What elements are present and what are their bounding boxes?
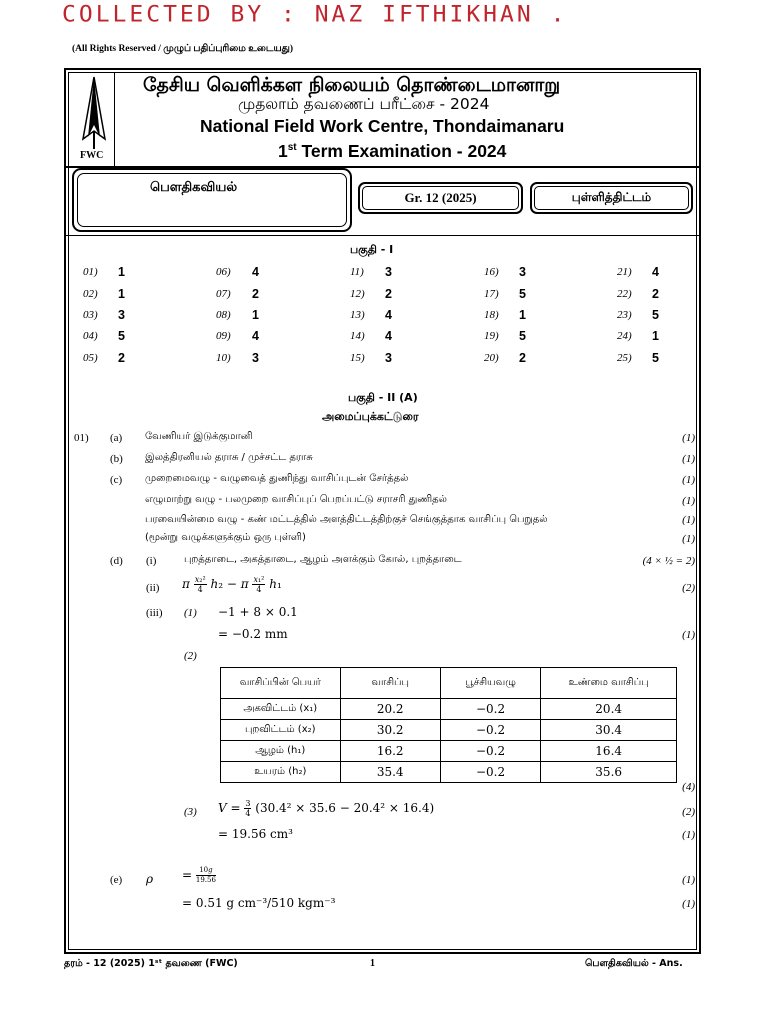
header-subtitle-english: 1st Term Examination - 2024 — [278, 141, 507, 161]
zero-error-calc: −1 + 8 × 0.1 — [218, 605, 298, 619]
table-header: உண்மை வாசிப்பு — [541, 668, 677, 699]
mark-d-i: (4 × ½ = 2) — [642, 555, 695, 567]
table-cell-zero: −0.2 — [440, 762, 541, 783]
part2-title: பகுதி - II (A) — [348, 391, 418, 404]
mcq-number: 22) — [617, 288, 632, 300]
part-d-i-label: (i) — [146, 555, 157, 567]
table-row — [221, 720, 677, 741]
table-cell-zero: −0.2 — [440, 699, 541, 720]
mcq-answer: 1 — [252, 308, 259, 322]
header-title-tamil: தேசிய வெளிக்கள நிலையம் தொண்டைமானாறு — [143, 74, 561, 96]
mcq-number: 08) — [216, 309, 231, 321]
mcq-number: 01) — [83, 266, 98, 278]
table-cell-name: உயரம் (h₂) — [221, 762, 341, 783]
table-cell-name: புறவிட்டம் (x₂) — [221, 720, 341, 741]
mcq-number: 17) — [484, 288, 499, 300]
mark: (1) — [682, 514, 695, 526]
mcq-number: 04) — [83, 330, 98, 342]
table-row — [221, 741, 677, 762]
header-subtitle-tamil: முதலாம் தவணைப் பரீட்சை - 2024 — [238, 95, 490, 113]
table-cell-name: ஆழம் (h₁) — [221, 741, 341, 762]
subject-box — [72, 168, 352, 232]
mcq-number: 09) — [216, 330, 231, 342]
part-d-i-answer: புறத்தாடை, அகத்தாடை, ஆழம் அளக்கும் கோல், புறத்தாடை — [184, 554, 462, 565]
mcq-number: 15) — [350, 352, 365, 364]
mcq-answer: 4 — [385, 308, 392, 322]
table-header: வாசிப்பு — [340, 668, 440, 699]
mcq-number: 21) — [617, 266, 632, 278]
mcq-answer: 4 — [252, 265, 259, 279]
question-number: 01) — [74, 432, 89, 444]
readings-table — [220, 667, 677, 783]
part-c-line: பரவையின்மை வழு - கண் மட்டத்தில் அளத்திட்டத்திற்குச் செங்குத்தாக வாசிப்பு பெறுதல் — [145, 514, 548, 525]
footer-left: தரம் - 12 (2025) 1ˢᵗ தவணை (FWC) — [64, 958, 238, 969]
mcq-number: 03) — [83, 309, 98, 321]
table-cell-zero: −0.2 — [440, 720, 541, 741]
mark: (1) — [682, 432, 695, 444]
part-c-label: (c) — [110, 474, 123, 486]
table-row — [221, 699, 677, 720]
grade-label: Gr. 12 (2025) — [404, 190, 477, 205]
footer-right: பௌதிகவியல் - Ans. — [585, 958, 683, 969]
subject-divider — [64, 235, 701, 236]
mcq-number: 18) — [484, 309, 499, 321]
mcq-answer: 2 — [519, 351, 526, 365]
grade-box — [358, 182, 523, 214]
mcq-number: 24) — [617, 330, 632, 342]
table-cell-true: 16.4 — [541, 741, 677, 762]
mark: (2) — [682, 806, 695, 818]
part-d-iii-3-label: (3) — [184, 806, 197, 818]
mcq-number: 20) — [484, 352, 499, 364]
table-cell-true: 20.4 — [541, 699, 677, 720]
mcq-answer: 2 — [252, 287, 259, 301]
mcq-answer: 5 — [652, 308, 659, 322]
table-cell-true: 30.4 — [541, 720, 677, 741]
mcq-answer: 1 — [118, 265, 125, 279]
part2-subtitle: அமைப்புக்கட்டுரை — [322, 410, 419, 423]
collector-watermark: COLLECTED BY : NAZ IFTHIKHAN . — [62, 2, 568, 28]
mark: (1) — [682, 453, 695, 465]
table-cell-reading: 16.2 — [340, 741, 440, 762]
mcq-answer: 3 — [519, 265, 526, 279]
mcq-answer: 1 — [118, 287, 125, 301]
mcq-answer: 2 — [652, 287, 659, 301]
mcq-number: 13) — [350, 309, 365, 321]
page-number: 1 — [370, 958, 375, 969]
volume-calc: V = $\frac{3}{4}$ (30.4² × 35.6 − 20.4² × 16.4) — [218, 799, 435, 818]
part-b-answer: இலத்திரனியல் தராசு / முச்சட்ட தராசு — [145, 452, 313, 463]
mcq-answer: 1 — [519, 308, 526, 322]
mark: (1) — [682, 874, 695, 886]
part-d-ii-label: (ii) — [146, 582, 160, 594]
mcq-number: 10) — [216, 352, 231, 364]
part-d-iii-1-label: (1) — [184, 607, 197, 619]
mcq-number: 12) — [350, 288, 365, 300]
mcq-number: 11) — [350, 266, 364, 278]
rights-notice: (All Rights Reserved / முழுப் பதிப்புரிமை உடையது) — [72, 44, 293, 54]
mark: (4) — [682, 781, 695, 793]
part1-title: பகுதி - I — [350, 243, 394, 256]
mcq-answer: 3 — [118, 308, 125, 322]
scheme-label: புள்ளித்திட்டம் — [571, 190, 652, 204]
mcq-number: 23) — [617, 309, 632, 321]
mcq-answer: 5 — [519, 329, 526, 343]
header-title-english: National Field Work Centre, Thondaimanaru — [200, 116, 565, 136]
volume-formula: π $\frac{\text{x₂²}}{4}$ h₂ − π $\frac{\text{x₁²}}{4}$ h₁ — [182, 575, 282, 594]
mcq-answer: 5 — [519, 287, 526, 301]
mark: (1) — [682, 533, 695, 545]
mark: (2) — [682, 582, 695, 594]
part-e-label: (e) — [110, 874, 123, 886]
mark: (1) — [682, 898, 695, 910]
table-cell-reading: 30.2 — [340, 720, 440, 741]
mcq-answer: 5 — [652, 351, 659, 365]
mcq-answer: 3 — [385, 265, 392, 279]
mcq-answer: 4 — [652, 265, 659, 279]
part-d-iii-label: (iii) — [146, 607, 163, 619]
mcq-answer: 5 — [118, 329, 125, 343]
density-calc: = $\frac{10g}{19.56}$ — [182, 866, 216, 884]
mark: (1) — [682, 474, 695, 486]
density-symbol: ρ — [146, 872, 154, 886]
mark: (1) — [682, 829, 695, 841]
table-cell-name: அகவிட்டம் (x₁) — [221, 699, 341, 720]
logo-label: FWC — [80, 150, 104, 161]
table-header: வாசிப்பின் பெயர் — [221, 668, 341, 699]
table-row — [221, 762, 677, 783]
zero-error-result: = −0.2 mm — [218, 627, 288, 641]
part-c-line: எழுமாற்று வழு - பலமுறை வாசிப்புப் பெறப்பட்டு சராசரி துணிதல் — [145, 494, 447, 505]
mcq-number: 06) — [216, 266, 231, 278]
logo-divider — [114, 72, 115, 166]
density-result: = 0.51 g cm⁻³/510 kgm⁻³ — [182, 896, 336, 910]
part-c-line: முறைமைவழு - வழுவைத் துணிந்து வாசிப்புடன் சேர்த்தல் — [145, 473, 409, 484]
table-cell-zero: −0.2 — [440, 741, 541, 762]
table-header: பூச்சியவழு — [440, 668, 541, 699]
part-c-note: (மூன்று வழுக்களுக்கும் ஒரு புள்ளி) — [145, 532, 306, 543]
part-d-label: (d) — [110, 555, 123, 567]
subject-label: பௌதிகவியல் — [150, 180, 238, 195]
mcq-number: 02) — [83, 288, 98, 300]
volume-result: = 19.56 cm³ — [218, 827, 293, 841]
mcq-number: 16) — [484, 266, 499, 278]
mcq-number: 19) — [484, 330, 499, 342]
mark: (1) — [682, 495, 695, 507]
mcq-answer: 4 — [252, 329, 259, 343]
mcq-number: 07) — [216, 288, 231, 300]
mcq-number: 14) — [350, 330, 365, 342]
scheme-box — [530, 182, 693, 214]
part-b-label: (b) — [110, 453, 123, 465]
table-cell-reading: 20.2 — [340, 699, 440, 720]
mcq-answer: 4 — [385, 329, 392, 343]
mcq-number: 05) — [83, 352, 98, 364]
part-d-iii-2-label: (2) — [184, 650, 197, 662]
mark: (1) — [682, 629, 695, 641]
table-cell-reading: 35.4 — [340, 762, 440, 783]
table-cell-true: 35.6 — [541, 762, 677, 783]
part-a-answer: வேணியர் இடுக்குமானி — [145, 431, 253, 442]
mcq-answer: 1 — [652, 329, 659, 343]
mcq-answer: 3 — [252, 351, 259, 365]
mcq-answer: 2 — [385, 287, 392, 301]
mcq-answer: 3 — [385, 351, 392, 365]
mcq-answer: 2 — [118, 351, 125, 365]
part-a-label: (a) — [110, 432, 123, 444]
mcq-number: 25) — [617, 352, 632, 364]
